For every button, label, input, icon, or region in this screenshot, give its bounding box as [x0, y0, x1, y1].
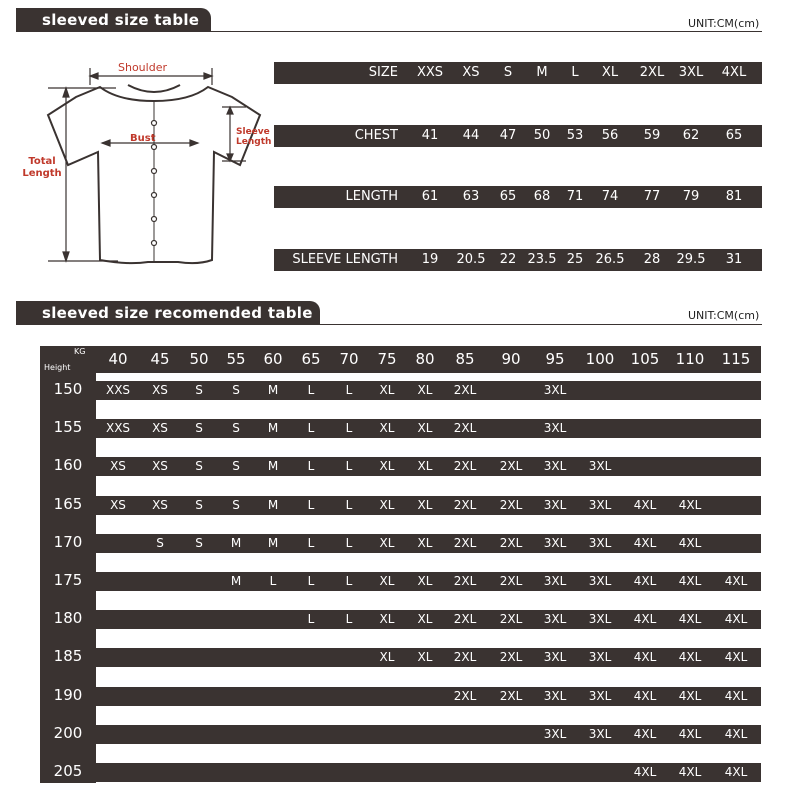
- size-recommendation-cell: 3XL: [543, 535, 567, 550]
- height-cell: 160: [53, 456, 83, 475]
- size-recommendation-cell: XL: [417, 459, 433, 474]
- weight-header-cell: 45: [150, 350, 170, 368]
- weight-header-cell: 75: [377, 350, 397, 368]
- sleeve-length-cell: 29.5: [676, 252, 706, 267]
- size-recommendation-cell: 2XL: [453, 650, 477, 665]
- bust-label: Bust: [130, 133, 156, 144]
- size-recommendation-cell: L: [307, 612, 315, 627]
- size-recommendation-cell: XL: [417, 574, 433, 588]
- size-recommendation-cell: L: [345, 612, 353, 627]
- size-recommendation-cell: S: [195, 421, 203, 436]
- size-recommendation-cell: 3XL: [543, 497, 567, 512]
- recommend-table-title: sleeved size recomended table: [16, 301, 320, 325]
- size-recommendation-cell: L: [307, 421, 315, 436]
- recommend-table-rule: [16, 324, 762, 325]
- size-recommendation-cell: XL: [379, 421, 395, 436]
- size-recommendation-cell: XL: [417, 497, 433, 512]
- size-row: [274, 62, 762, 84]
- size-recommendation-cell: 2XL: [453, 535, 477, 550]
- length-cell: 65: [499, 189, 517, 204]
- size-recommendation-cell: XS: [152, 421, 168, 436]
- size-cell: XL: [601, 65, 619, 80]
- size-recommendation-cell: M: [267, 421, 279, 436]
- size-recommendation-cell: 4XL: [678, 765, 702, 779]
- height-cell: 190: [53, 685, 83, 704]
- size-recommendation-cell: 4XL: [633, 574, 657, 588]
- size-recommendation-cell: S: [232, 497, 240, 512]
- size-recommendation-cell: 2XL: [499, 535, 523, 550]
- size-recommendation-cell: XL: [417, 612, 433, 627]
- size-recommendation-cell: L: [345, 383, 353, 397]
- size-recommendation-cell: M: [230, 574, 242, 588]
- height-cell: 180: [53, 609, 83, 628]
- size-recommendation-cell: XL: [417, 383, 433, 397]
- size-recommendation-cell: 4XL: [678, 612, 702, 627]
- height-cell: 185: [53, 647, 83, 666]
- sleeve-length-cell: 26.5: [595, 252, 625, 267]
- size-recommendation-cell: XL: [379, 497, 395, 512]
- weight-header-cell: 40: [108, 350, 128, 368]
- size-recommendation-cell: S: [232, 383, 240, 397]
- shoulder-label: Shoulder: [118, 61, 167, 74]
- size-recommendation-cell: M: [267, 383, 279, 397]
- size-recommendation-cell: L: [307, 497, 315, 512]
- size-recommendation-cell: 4XL: [678, 650, 702, 665]
- size-recommendation-cell: L: [307, 535, 315, 550]
- size-recommendation-cell: 3XL: [543, 574, 567, 588]
- height-cell: 170: [53, 532, 83, 551]
- recommend-table-unit: UNIT:CM(cm): [688, 309, 760, 322]
- length-row-label: LENGTH: [345, 189, 398, 204]
- size-recommendation-cell: S: [195, 497, 203, 512]
- size-recommendation-cell: XL: [379, 459, 395, 474]
- length-cell: 71: [566, 189, 584, 204]
- sleeve-length-cell: 23.5: [527, 252, 557, 267]
- length-cell: 68: [533, 189, 551, 204]
- size-recommendation-cell: 4XL: [724, 574, 748, 588]
- size-recommendation-cell: 3XL: [543, 383, 567, 397]
- size-recommendation-cell: 2XL: [499, 497, 523, 512]
- size-recommendation-cell: XL: [379, 612, 395, 627]
- size-recommendation-cell: 2XL: [499, 574, 523, 588]
- sleeve-length-label: Sleeve Length: [236, 127, 272, 147]
- sleeve-length-cell: 19: [421, 252, 439, 267]
- size-cell: 2XL: [639, 65, 665, 80]
- height-cell: 150: [53, 380, 83, 398]
- size-recommendation-cell: 2XL: [499, 612, 523, 627]
- chest-cell: 44: [462, 128, 480, 143]
- total-length-label: Total Length: [22, 156, 62, 179]
- weight-header-cell: 55: [226, 350, 246, 368]
- size-cell: XS: [462, 65, 480, 80]
- sleeve-length-cell: 31: [725, 252, 743, 267]
- size-recommendation-cell: 4XL: [633, 650, 657, 665]
- height-column: [40, 346, 96, 783]
- chest-row-label: CHEST: [354, 128, 398, 143]
- size-recommendation-cell: 4XL: [724, 612, 748, 627]
- sleeve-length-cell: 28: [643, 252, 661, 267]
- height-cell: 165: [53, 494, 83, 513]
- size-recommendation-cell: 3XL: [588, 650, 612, 665]
- height-label: Height: [44, 363, 71, 372]
- size-cell: XXS: [416, 65, 444, 80]
- weight-header-cell: 105: [630, 350, 660, 368]
- size-recommendation-cell: 4XL: [633, 497, 657, 512]
- size-recommendation-cell: XL: [417, 650, 433, 665]
- weight-header-cell: 60: [263, 350, 283, 368]
- size-recommendation-cell: 2XL: [453, 459, 477, 474]
- size-table-title: sleeved size table: [16, 8, 211, 32]
- size-recommendation-cell: 3XL: [543, 612, 567, 627]
- size-recommendation-cell: 3XL: [543, 726, 567, 741]
- size-recommendation-cell: 3XL: [588, 688, 612, 703]
- size-recommendation-cell: S: [195, 535, 203, 550]
- size-row-label: SIZE: [368, 65, 398, 80]
- size-cell: M: [536, 65, 548, 80]
- weight-header-cell: 95: [545, 350, 565, 368]
- length-cell: 63: [462, 189, 480, 204]
- size-recommendation-cell: XS: [152, 459, 168, 474]
- chest-cell: 56: [601, 128, 619, 143]
- weight-header-cell: 80: [415, 350, 435, 368]
- chest-cell: 62: [682, 128, 700, 143]
- size-recommendation-cell: 4XL: [724, 726, 748, 741]
- size-cell: S: [503, 65, 513, 80]
- length-row: [274, 186, 762, 208]
- weight-header-cell: 90: [501, 350, 521, 368]
- size-recommendation-cell: 4XL: [633, 688, 657, 703]
- size-recommendation-cell: XL: [379, 650, 395, 665]
- chest-cell: 41: [421, 128, 439, 143]
- length-cell: 74: [601, 189, 619, 204]
- size-cell: 4XL: [721, 65, 747, 80]
- size-recommendation-cell: 2XL: [499, 650, 523, 665]
- size-recommendation-cell: 4XL: [724, 765, 748, 779]
- size-recommendation-cell: 3XL: [588, 574, 612, 588]
- size-recommendation-cell: XL: [417, 421, 433, 436]
- size-recommendation-cell: XXS: [105, 383, 131, 397]
- size-recommendation-cell: S: [156, 535, 164, 550]
- size-recommendation-cell: XL: [379, 535, 395, 550]
- size-recommendation-cell: 2XL: [499, 688, 523, 703]
- size-recommendation-cell: L: [345, 421, 353, 436]
- weight-header-cell: 115: [721, 350, 751, 368]
- weight-header-cell: 50: [189, 350, 209, 368]
- size-recommendation-cell: 3XL: [543, 459, 567, 474]
- size-recommendation-cell: 4XL: [678, 535, 702, 550]
- size-recommendation-cell: XS: [152, 497, 168, 512]
- sleeve-length-cell: 20.5: [456, 252, 486, 267]
- chest-cell: 47: [499, 128, 517, 143]
- size-recommendation-cell: L: [345, 574, 353, 588]
- weight-header-cell: 110: [675, 350, 705, 368]
- chest-row: [274, 125, 762, 147]
- sleeve-length-cell: 25: [566, 252, 584, 267]
- chest-cell: 65: [725, 128, 743, 143]
- size-recommendation-cell: XL: [379, 383, 395, 397]
- chest-cell: 53: [566, 128, 584, 143]
- size-recommendation-cell: 2XL: [453, 574, 477, 588]
- size-recommendation-cell: XS: [110, 459, 126, 474]
- size-recommendation-cell: 3XL: [588, 497, 612, 512]
- height-cell: 155: [53, 418, 83, 437]
- weight-header-cell: 70: [339, 350, 359, 368]
- size-recommendation-cell: S: [232, 421, 240, 436]
- height-cell: 205: [53, 762, 83, 780]
- size-recommendation-cell: M: [267, 459, 279, 474]
- size-table-rule: [16, 31, 762, 32]
- height-cell: 175: [53, 571, 83, 589]
- size-recommendation-cell: XS: [110, 497, 126, 512]
- size-recommendation-cell: XL: [417, 535, 433, 550]
- kg-label: KG: [74, 347, 86, 356]
- size-recommendation-cell: 4XL: [678, 688, 702, 703]
- size-cell: 3XL: [678, 65, 704, 80]
- size-recommendation-cell: L: [345, 497, 353, 512]
- size-recommendation-cell: 4XL: [678, 497, 702, 512]
- size-recommendation-cell: L: [307, 459, 315, 474]
- length-cell: 81: [725, 189, 743, 204]
- size-recommendation-cell: 2XL: [453, 688, 477, 703]
- size-recommendation-cell: 4XL: [633, 612, 657, 627]
- size-recommendation-cell: 4XL: [678, 574, 702, 588]
- size-recommendation-cell: 2XL: [499, 459, 523, 474]
- size-recommendation-cell: 3XL: [543, 421, 567, 436]
- length-cell: 61: [421, 189, 439, 204]
- size-recommendation-cell: XXS: [105, 421, 131, 436]
- size-recommendation-cell: 3XL: [588, 612, 612, 627]
- weight-header-cell: 100: [585, 350, 615, 368]
- size-recommendation-cell: 4XL: [724, 688, 748, 703]
- size-recommendation-cell: XL: [379, 574, 395, 588]
- size-recommendation-cell: 2XL: [453, 497, 477, 512]
- chest-cell: 59: [643, 128, 661, 143]
- size-recommendation-cell: 4XL: [678, 726, 702, 741]
- size-recommendation-cell: M: [267, 535, 279, 550]
- size-recommendation-cell: M: [230, 535, 242, 550]
- size-recommendation-cell: 4XL: [724, 650, 748, 665]
- size-recommendation-cell: XS: [152, 383, 168, 397]
- sleeve-length-row: [274, 249, 762, 271]
- weight-header-cell: 85: [455, 350, 475, 368]
- size-recommendation-cell: L: [307, 574, 315, 588]
- size-recommendation-cell: S: [195, 459, 203, 474]
- height-cell: 200: [53, 723, 83, 742]
- length-cell: 79: [682, 189, 700, 204]
- size-recommendation-cell: L: [345, 459, 353, 474]
- sleeve-length-row-label: SLEEVE LENGTH: [292, 252, 398, 267]
- size-recommendation-cell: 4XL: [633, 726, 657, 741]
- size-recommendation-cell: 3XL: [588, 535, 612, 550]
- length-cell: 77: [643, 189, 661, 204]
- size-recommendation-cell: 3XL: [588, 726, 612, 741]
- size-recommendation-cell: 2XL: [453, 612, 477, 627]
- size-recommendation-cell: L: [345, 535, 353, 550]
- size-recommendation-cell: 3XL: [543, 688, 567, 703]
- size-recommendation-cell: L: [307, 383, 315, 397]
- size-recommendation-cell: S: [195, 383, 203, 397]
- size-table-unit: UNIT:CM(cm): [688, 17, 760, 30]
- size-cell: L: [571, 65, 579, 80]
- size-recommendation-cell: 4XL: [633, 535, 657, 550]
- size-recommendation-cell: S: [232, 459, 240, 474]
- sleeve-length-cell: 22: [499, 252, 517, 267]
- size-recommendation-cell: M: [267, 497, 279, 512]
- size-recommendation-cell: 2XL: [453, 421, 477, 436]
- weight-header-cell: 65: [301, 350, 321, 368]
- size-recommendation-cell: 3XL: [588, 459, 612, 474]
- size-recommendation-cell: 4XL: [633, 765, 657, 779]
- size-recommendation-cell: 2XL: [453, 383, 477, 397]
- size-recommendation-cell: 3XL: [543, 650, 567, 665]
- chest-cell: 50: [533, 128, 551, 143]
- size-recommendation-cell: L: [269, 574, 277, 588]
